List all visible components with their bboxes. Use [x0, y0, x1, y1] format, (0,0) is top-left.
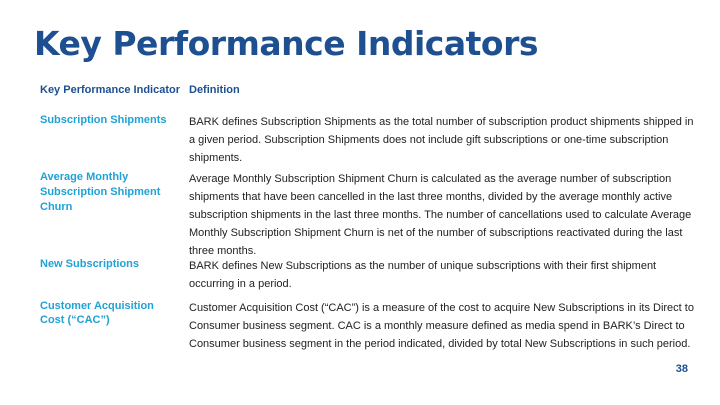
kpi-definition: Customer Acquisition Cost (“CAC”) is a measure of the cost to acquire New Subscriptions in its Direct to Consumer business segment. CAC is a monthly measure defined as media spend in BARK’s Direct to Consumer business segment in the period indicated, divided by total New Subscriptions in such period.: [189, 302, 694, 350]
page-title: Key Performance Indicators: [34, 24, 538, 63]
kpi-term: New Subscriptions: [40, 258, 140, 270]
column-header-kpi: Key Performance Indicator: [40, 84, 180, 96]
kpi-term: Customer Acquisition Cost (“CAC”): [40, 300, 154, 326]
kpi-term: Average Monthly Subscription Shipment Churn: [40, 171, 161, 213]
column-header-definition: Definition: [189, 84, 240, 96]
kpi-term: Subscription Shipments: [40, 114, 167, 126]
page-number: 38: [675, 363, 688, 375]
kpi-definition: Average Monthly Subscription Shipment Churn is calculated as the average number of subscription shipments that have been cancelled in the last three months, divided by the average monthly active subscription shipments in the last three months. The number of cancellations used to calculate Average Monthly Subscription Shipment Churn is net of the number of subscriptions reactivated during the last three months.: [189, 173, 692, 257]
kpi-definition: BARK defines Subscription Shipments as the total number of subscription product shipments shipped in a given period. Subscription Shipments does not include gift subscriptions or one-time subscription shipments.: [189, 116, 694, 164]
kpi-definition: BARK defines New Subscriptions as the number of unique subscriptions with their first shipment occurring in a period.: [189, 260, 657, 290]
